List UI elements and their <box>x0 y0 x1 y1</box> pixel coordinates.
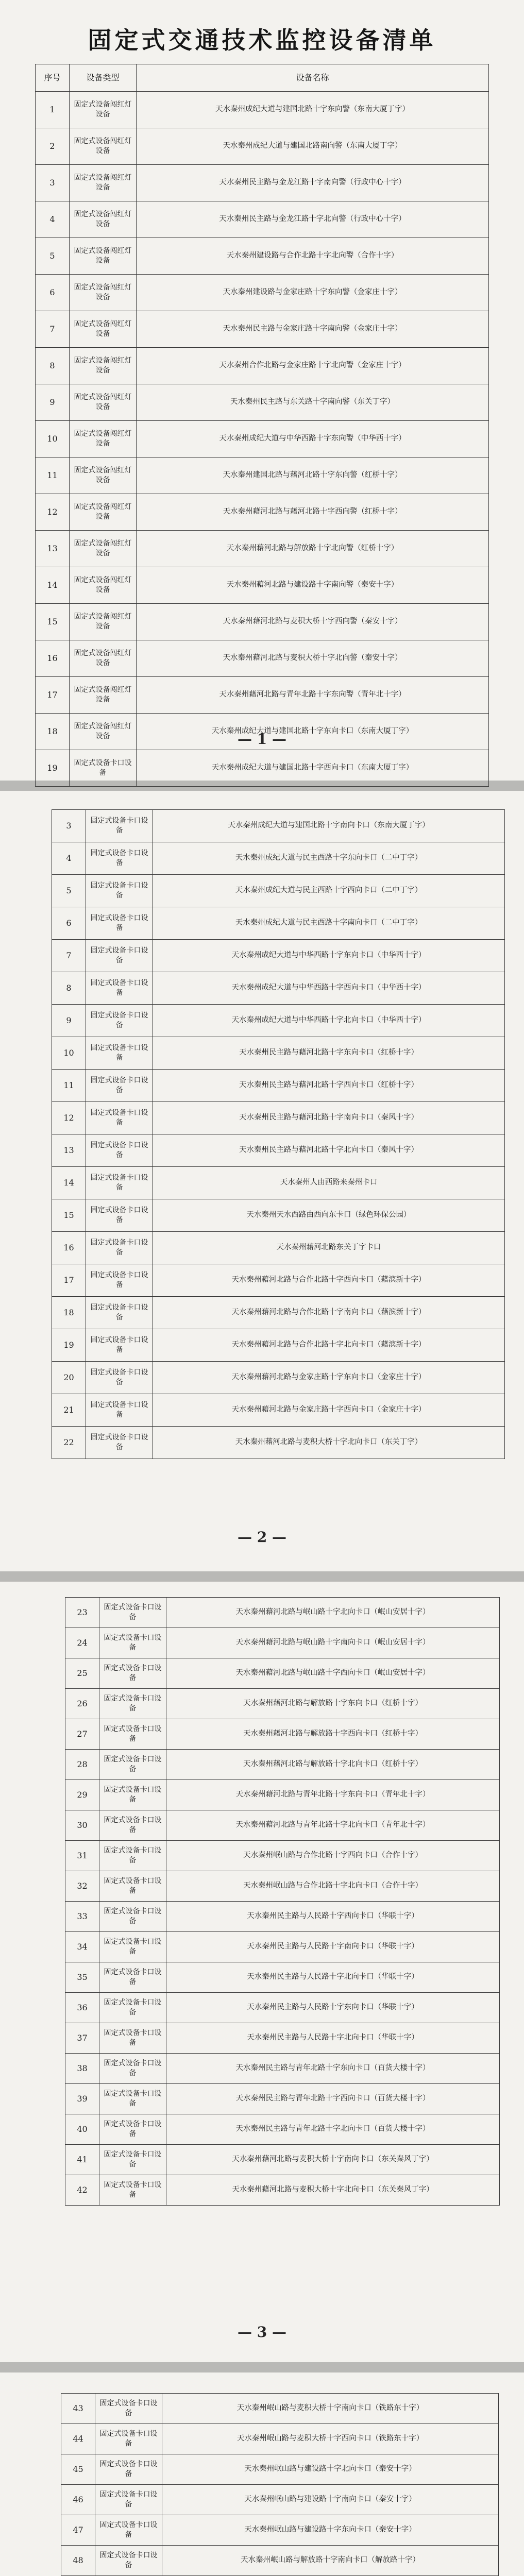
row-no: 42 <box>65 2175 99 2206</box>
row-no: 46 <box>61 2485 95 2515</box>
table-row <box>36 275 489 311</box>
row-no: 17 <box>36 677 70 714</box>
row-no: 13 <box>52 1134 86 1167</box>
row-device-type: 固定式设备卡口设备 <box>99 2175 166 2206</box>
table-row <box>65 2054 500 2084</box>
document-page-1 <box>0 0 524 781</box>
row-device-name: 天水秦州藉河北路与青年北路十字东向警（青年北十字） <box>137 677 489 714</box>
row-device-type: 固定式设备闯红灯设备 <box>70 165 137 201</box>
page-number: — 3 — <box>238 2324 286 2341</box>
table-row <box>36 567 489 604</box>
row-device-type: 固定式设备卡口设备 <box>70 750 137 787</box>
header-type: 设备类型 <box>70 64 137 92</box>
row-no: 31 <box>65 1841 99 1871</box>
row-device-name: 天水秦州岷山路与解放路十字南向卡口（解放路十字） <box>162 2546 499 2576</box>
row-no: 15 <box>36 604 70 640</box>
row-device-type: 固定式设备卡口设备 <box>86 875 153 907</box>
row-no: 16 <box>52 1232 86 1264</box>
row-device-name: 天水秦州岷山路与麦积大桥十字南向卡口（铁路东十字） <box>162 2394 499 2424</box>
row-device-type: 固定式设备卡口设备 <box>86 1232 153 1264</box>
row-device-name: 天水秦州民主路与藉河北路十字东向卡口（红桥十字） <box>153 1037 505 1070</box>
row-no: 12 <box>36 494 70 531</box>
row-no: 8 <box>36 348 70 384</box>
row-no: 39 <box>65 2084 99 2114</box>
row-device-type: 固定式设备卡口设备 <box>99 2054 166 2084</box>
row-device-name: 天水秦州岷山路与合作北路十字西向卡口（合作十字） <box>166 1841 500 1871</box>
table-row <box>36 311 489 348</box>
table-row <box>52 1362 505 1394</box>
table-row <box>52 1070 505 1102</box>
row-no: 16 <box>36 640 70 677</box>
row-no: 3 <box>36 165 70 201</box>
table-row <box>36 640 489 677</box>
row-device-type: 固定式设备卡口设备 <box>99 1902 166 1932</box>
table-row <box>36 165 489 201</box>
row-device-type: 固定式设备闯红灯设备 <box>70 640 137 677</box>
table-row <box>52 1329 505 1362</box>
row-no: 7 <box>36 311 70 348</box>
table-row <box>65 2023 500 2054</box>
row-device-type: 固定式设备闯红灯设备 <box>70 275 137 311</box>
row-device-type: 固定式设备闯红灯设备 <box>70 531 137 567</box>
row-device-name: 天水秦州成纪大道与中华西路十字北向卡口（中华西十字） <box>153 1005 505 1037</box>
table-row <box>65 1689 500 1719</box>
table-row <box>61 2546 499 2576</box>
row-device-type: 固定式设备卡口设备 <box>86 1167 153 1199</box>
row-device-name: 天水秦州民主路与青年北路十字西向卡口（百货大楼十字） <box>166 2084 500 2114</box>
row-device-type: 固定式设备卡口设备 <box>86 842 153 875</box>
row-device-type: 固定式设备卡口设备 <box>99 1810 166 1841</box>
table-row <box>52 1199 505 1232</box>
row-device-type: 固定式设备卡口设备 <box>95 2515 162 2546</box>
row-no: 33 <box>65 1902 99 1932</box>
table-row <box>65 1658 500 1689</box>
row-no: 34 <box>65 1932 99 1962</box>
row-device-name: 天水秦州成纪大道与建国北路十字南向卡口（东南大厦丁字） <box>153 810 505 842</box>
row-no: 32 <box>65 1871 99 1902</box>
table-row <box>65 1841 500 1871</box>
table-row <box>52 875 505 907</box>
document-page-4 <box>0 2372 524 2576</box>
table-row <box>36 494 489 531</box>
row-no: 18 <box>36 714 70 750</box>
row-no: 24 <box>65 1628 99 1658</box>
table-row <box>52 972 505 1005</box>
table-row <box>36 531 489 567</box>
row-no: 35 <box>65 1962 99 1993</box>
row-no: 1 <box>36 92 70 128</box>
table-row <box>61 2515 499 2546</box>
row-device-type: 固定式设备卡口设备 <box>86 907 153 940</box>
row-device-name: 天水秦州民主路与金家庄路十字南向警（金家庄十字） <box>137 311 489 348</box>
row-device-name: 天水秦州成纪大道与中华西路十字东向警（中华西十字） <box>137 421 489 457</box>
table-row <box>36 128 489 165</box>
device-table <box>65 1597 500 2206</box>
row-device-name: 天水秦州成纪大道与民主西路十字西向卡口（二中丁字） <box>153 875 505 907</box>
row-device-name: 天水秦州民主路与人民路十字北向卡口（华联十字） <box>166 1962 500 1993</box>
table-row <box>52 1005 505 1037</box>
row-no: 11 <box>36 457 70 494</box>
row-device-type: 固定式设备卡口设备 <box>86 1264 153 1297</box>
row-device-name: 天水秦州成纪大道与中华西路十字东向卡口（中华西十字） <box>153 940 505 972</box>
row-no: 37 <box>65 2023 99 2054</box>
table-row <box>36 750 489 787</box>
table-row <box>36 384 489 421</box>
row-device-type: 固定式设备卡口设备 <box>99 1993 166 2023</box>
table-row <box>36 201 489 238</box>
row-device-type: 固定式设备卡口设备 <box>99 1750 166 1780</box>
table-row <box>65 2084 500 2114</box>
row-no: 14 <box>52 1167 86 1199</box>
table-row <box>65 1871 500 1902</box>
row-no: 43 <box>61 2394 95 2424</box>
row-device-type: 固定式设备闯红灯设备 <box>70 604 137 640</box>
row-no: 19 <box>52 1329 86 1362</box>
row-no: 6 <box>36 275 70 311</box>
row-device-name: 天水秦州藉河北路与麦积大桥十字北向警（秦安十字） <box>137 640 489 677</box>
row-no: 11 <box>52 1070 86 1102</box>
row-no: 26 <box>65 1689 99 1719</box>
row-device-name: 天水秦州民主路与人民路十字南向卡口（华联十字） <box>166 1932 500 1962</box>
row-device-type: 固定式设备卡口设备 <box>99 1871 166 1902</box>
row-device-name: 天水秦州民主路与东关路十字南向警（东关丁字） <box>137 384 489 421</box>
row-device-name: 天水秦州藉河北路与合作北路十字西向卡口（藉滨新十字） <box>153 1264 505 1297</box>
row-no: 18 <box>52 1297 86 1329</box>
table-row <box>36 457 489 494</box>
table-row <box>61 2424 499 2454</box>
row-no: 30 <box>65 1810 99 1841</box>
row-device-type: 固定式设备卡口设备 <box>99 2023 166 2054</box>
row-device-name: 天水秦州岷山路与建设路十字东向卡口（秦安十字） <box>162 2515 499 2546</box>
row-device-type: 固定式设备卡口设备 <box>86 1070 153 1102</box>
row-no: 6 <box>52 907 86 940</box>
row-device-name: 天水秦州建设路与金家庄路十字东向警（金家庄十字） <box>137 275 489 311</box>
row-no: 20 <box>52 1362 86 1394</box>
table-row <box>65 1628 500 1658</box>
table-row <box>36 92 489 128</box>
table-row <box>61 2394 499 2424</box>
page-number: — 1 — <box>238 731 286 748</box>
row-device-name: 天水秦州成纪大道与民主西路十字南向卡口（二中丁字） <box>153 907 505 940</box>
row-device-type: 固定式设备卡口设备 <box>86 940 153 972</box>
row-device-type: 固定式设备卡口设备 <box>86 972 153 1005</box>
row-device-name: 天水秦州岷山路与合作北路十字北向卡口（合作十字） <box>166 1871 500 1902</box>
row-device-name: 天水秦州藉河北路与麦积大桥十字北向卡口（东关丁字） <box>153 1427 505 1459</box>
row-device-type: 固定式设备卡口设备 <box>86 1394 153 1427</box>
row-device-name: 天水秦州藉河北路与岷山路十字西向卡口（岷山安居十字） <box>166 1658 500 1689</box>
row-device-name: 天水秦州建设路与合作北路十字北向警（合作十字） <box>137 238 489 275</box>
table-row <box>52 810 505 842</box>
row-device-name: 天水秦州藉河北路与青年北路十字北向卡口（青年北十字） <box>166 1810 500 1841</box>
row-device-type: 固定式设备卡口设备 <box>99 1962 166 1993</box>
row-device-type: 固定式设备闯红灯设备 <box>70 128 137 165</box>
header-no: 序号 <box>36 64 70 92</box>
row-no: 47 <box>61 2515 95 2546</box>
document-page-3 <box>0 1582 524 2362</box>
table-row <box>52 1102 505 1134</box>
page-number: — 2 — <box>238 1529 286 1546</box>
row-device-type: 固定式设备卡口设备 <box>86 1329 153 1362</box>
row-device-name: 天水秦州民主路与金龙江路十字南向警（行政中心十字） <box>137 165 489 201</box>
table-row <box>52 1297 505 1329</box>
row-device-type: 固定式设备卡口设备 <box>99 1628 166 1658</box>
row-device-type: 固定式设备卡口设备 <box>86 810 153 842</box>
table-row <box>65 1932 500 1962</box>
row-device-name: 天水秦州民主路与人民路十字东向卡口（华联十字） <box>166 1993 500 2023</box>
row-device-name: 天水秦州藉河北路东关丁字卡口 <box>153 1232 505 1264</box>
row-device-type: 固定式设备闯红灯设备 <box>70 494 137 531</box>
row-device-name: 天水秦州藉河北路与麦积大桥十字北向卡口（东关秦风丁字） <box>166 2175 500 2206</box>
row-device-name: 天水秦州藉河北路与解放路十字西向卡口（红桥十字） <box>166 1719 500 1750</box>
row-no: 44 <box>61 2424 95 2454</box>
row-device-type: 固定式设备闯红灯设备 <box>70 421 137 457</box>
row-no: 12 <box>52 1102 86 1134</box>
table-row <box>65 1993 500 2023</box>
table-row <box>36 421 489 457</box>
row-device-type: 固定式设备卡口设备 <box>99 1658 166 1689</box>
row-no: 4 <box>52 842 86 875</box>
row-no: 14 <box>36 567 70 604</box>
row-device-name: 天水秦州民主路与藉河北路十字西向卡口（红桥十字） <box>153 1070 505 1102</box>
row-no: 9 <box>52 1005 86 1037</box>
row-no: 36 <box>65 1993 99 2023</box>
row-device-type: 固定式设备卡口设备 <box>86 1427 153 1459</box>
row-no: 2 <box>36 128 70 165</box>
row-device-type: 固定式设备闯红灯设备 <box>70 457 137 494</box>
row-no: 21 <box>52 1394 86 1427</box>
row-no: 7 <box>52 940 86 972</box>
row-device-name: 天水秦州成纪大道与建国北路南向警（东南大厦丁字） <box>137 128 489 165</box>
device-table <box>61 2393 499 2576</box>
row-device-type: 固定式设备卡口设备 <box>86 1037 153 1070</box>
row-device-name: 天水秦州天水西路由西向东卡口（绿色环保公园） <box>153 1199 505 1232</box>
row-device-name: 天水秦州藉河北路与解放路十字北向警（红桥十字） <box>137 531 489 567</box>
row-device-type: 固定式设备闯红灯设备 <box>70 714 137 750</box>
device-table <box>52 809 505 1459</box>
row-no: 17 <box>52 1264 86 1297</box>
table-row <box>52 1037 505 1070</box>
row-device-type: 固定式设备卡口设备 <box>86 1102 153 1134</box>
table-row <box>52 1427 505 1459</box>
header-name: 设备名称 <box>137 64 489 92</box>
table-row <box>36 238 489 275</box>
row-no: 23 <box>65 1598 99 1628</box>
row-device-name: 天水秦州藉河北路与解放路十字北向卡口（红桥十字） <box>166 1750 500 1780</box>
row-device-name: 天水秦州民主路与青年北路十字东向卡口（百货大楼十字） <box>166 2054 500 2084</box>
row-device-name: 天水秦州成纪大道与建国北路十字西向卡口（东南大厦丁字） <box>137 750 489 787</box>
table-row <box>65 2114 500 2145</box>
row-device-type: 固定式设备闯红灯设备 <box>70 384 137 421</box>
table-row <box>52 842 505 875</box>
row-device-type: 固定式设备卡口设备 <box>99 1932 166 1962</box>
table-row <box>36 604 489 640</box>
table-row <box>65 1598 500 1628</box>
table-row <box>52 1167 505 1199</box>
row-device-name: 天水秦州民主路与藉河北路十字南向卡口（秦风十字） <box>153 1102 505 1134</box>
row-device-name: 天水秦州藉河北路与藉河北路十字西向警（红桥十字） <box>137 494 489 531</box>
row-device-type: 固定式设备卡口设备 <box>95 2454 162 2485</box>
row-device-name: 天水秦州民主路与金龙江路十字北向警（行政中心十字） <box>137 201 489 238</box>
table-row <box>65 1810 500 1841</box>
row-no: 41 <box>65 2145 99 2175</box>
row-no: 4 <box>36 201 70 238</box>
row-device-type: 固定式设备卡口设备 <box>99 1841 166 1871</box>
row-no: 19 <box>36 750 70 787</box>
row-device-name: 天水秦州建国北路与藉河北路十字东向警（红桥十字） <box>137 457 489 494</box>
row-device-name: 天水秦州藉河北路与麦积大桥十字西向警（秦安十字） <box>137 604 489 640</box>
table-row <box>65 1902 500 1932</box>
row-device-name: 天水秦州藉河北路与合作北路十字南向卡口（藉滨新十字） <box>153 1297 505 1329</box>
row-no: 10 <box>36 421 70 457</box>
row-device-type: 固定式设备卡口设备 <box>95 2394 162 2424</box>
row-device-type: 固定式设备卡口设备 <box>99 1719 166 1750</box>
row-no: 27 <box>65 1719 99 1750</box>
row-device-type: 固定式设备卡口设备 <box>95 2485 162 2515</box>
row-device-name: 天水秦州藉河北路与青年北路十字东向卡口（青年北十字） <box>166 1780 500 1810</box>
row-no: 28 <box>65 1750 99 1780</box>
row-device-name: 天水秦州合作北路与金家庄路十字北向警（金家庄十字） <box>137 348 489 384</box>
table-row <box>65 2145 500 2175</box>
row-device-type: 固定式设备卡口设备 <box>95 2546 162 2576</box>
row-device-name: 天水秦州民主路与人民路十字北向卡口（华联十字） <box>166 2023 500 2054</box>
table-row <box>65 1719 500 1750</box>
row-no: 45 <box>61 2454 95 2485</box>
row-no: 40 <box>65 2114 99 2145</box>
row-device-type: 固定式设备卡口设备 <box>99 1689 166 1719</box>
row-device-type: 固定式设备卡口设备 <box>95 2424 162 2454</box>
device-table <box>35 64 489 787</box>
row-device-name: 天水秦州成纪大道与建国北路十字东向警（东南大厦丁字） <box>137 92 489 128</box>
table-row <box>65 1750 500 1780</box>
row-device-name: 天水秦州藉河北路与建设路十字南向警（秦安十字） <box>137 567 489 604</box>
row-no: 38 <box>65 2054 99 2084</box>
row-device-type: 固定式设备卡口设备 <box>86 1297 153 1329</box>
table-header-row <box>36 64 489 92</box>
row-device-type: 固定式设备卡口设备 <box>86 1005 153 1037</box>
table-row <box>36 348 489 384</box>
row-device-name: 天水秦州岷山路与建设路十字南向卡口（秦安十字） <box>162 2485 499 2515</box>
row-no: 5 <box>36 238 70 275</box>
row-device-name: 天水秦州人由西路来秦州卡口 <box>153 1167 505 1199</box>
row-device-type: 固定式设备闯红灯设备 <box>70 92 137 128</box>
row-device-name: 天水秦州民主路与藉河北路十字北向卡口（秦风十字） <box>153 1134 505 1167</box>
table-row <box>52 1232 505 1264</box>
document-page-2 <box>0 791 524 1571</box>
row-no: 9 <box>36 384 70 421</box>
row-device-name: 天水秦州藉河北路与麦积大桥十字南向卡口（东关秦风丁字） <box>166 2145 500 2175</box>
table-row <box>52 907 505 940</box>
row-device-name: 天水秦州藉河北路与金家庄路十字东向卡口（金家庄十字） <box>153 1362 505 1394</box>
row-device-type: 固定式设备闯红灯设备 <box>70 567 137 604</box>
row-no: 13 <box>36 531 70 567</box>
row-device-name: 天水秦州岷山路与麦积大桥十字西向卡口（铁路东十字） <box>162 2424 499 2454</box>
row-device-name: 天水秦州岷山路与建设路十字北向卡口（秦安十字） <box>162 2454 499 2485</box>
row-device-name: 天水秦州藉河北路与金家庄路十字西向卡口（金家庄十字） <box>153 1394 505 1427</box>
row-device-name: 天水秦州藉河北路与解放路十字东向卡口（红桥十字） <box>166 1689 500 1719</box>
row-device-type: 固定式设备卡口设备 <box>86 1199 153 1232</box>
table-row <box>65 1962 500 1993</box>
row-no: 5 <box>52 875 86 907</box>
row-device-type: 固定式设备闯红灯设备 <box>70 677 137 714</box>
row-device-name: 天水秦州成纪大道与建国北路十字东向卡口（东南大厦丁字） <box>137 714 489 750</box>
row-device-name: 天水秦州藉河北路与岷山路十字南向卡口（岷山安居十字） <box>166 1628 500 1658</box>
row-device-type: 固定式设备卡口设备 <box>99 2114 166 2145</box>
row-device-type: 固定式设备闯红灯设备 <box>70 238 137 275</box>
row-no: 29 <box>65 1780 99 1810</box>
row-no: 3 <box>52 810 86 842</box>
row-no: 22 <box>52 1427 86 1459</box>
row-no: 10 <box>52 1037 86 1070</box>
table-row <box>52 940 505 972</box>
row-device-type: 固定式设备闯红灯设备 <box>70 201 137 238</box>
row-device-name: 天水秦州民主路与青年北路十字北向卡口（百货大楼十字） <box>166 2114 500 2145</box>
table-row <box>61 2485 499 2515</box>
row-no: 25 <box>65 1658 99 1689</box>
row-device-name: 天水秦州成纪大道与中华西路十字西向卡口（中华西十字） <box>153 972 505 1005</box>
row-device-type: 固定式设备卡口设备 <box>99 1780 166 1810</box>
row-device-type: 固定式设备卡口设备 <box>86 1134 153 1167</box>
row-device-type: 固定式设备闯红灯设备 <box>70 311 137 348</box>
row-device-type: 固定式设备卡口设备 <box>99 2145 166 2175</box>
row-no: 48 <box>61 2546 95 2576</box>
table-row <box>61 2454 499 2485</box>
row-device-type: 固定式设备卡口设备 <box>86 1362 153 1394</box>
table-row <box>52 1134 505 1167</box>
row-no: 8 <box>52 972 86 1005</box>
row-no: 15 <box>52 1199 86 1232</box>
document-title: 固定式交通技术监控设备清单 <box>88 26 436 54</box>
row-device-type: 固定式设备闯红灯设备 <box>70 348 137 384</box>
row-device-name: 天水秦州成纪大道与民主西路十字东向卡口（二中丁字） <box>153 842 505 875</box>
table-row <box>52 1264 505 1297</box>
table-row <box>65 2175 500 2206</box>
table-row <box>65 1780 500 1810</box>
row-device-type: 固定式设备卡口设备 <box>99 1598 166 1628</box>
table-row <box>52 1394 505 1427</box>
row-device-name: 天水秦州藉河北路与合作北路十字北向卡口（藉滨新十字） <box>153 1329 505 1362</box>
row-device-name: 天水秦州藉河北路与岷山路十字北向卡口（岷山安居十字） <box>166 1598 500 1628</box>
table-row <box>36 677 489 714</box>
row-device-type: 固定式设备卡口设备 <box>99 2084 166 2114</box>
row-device-name: 天水秦州民主路与人民路十字西向卡口（华联十字） <box>166 1902 500 1932</box>
